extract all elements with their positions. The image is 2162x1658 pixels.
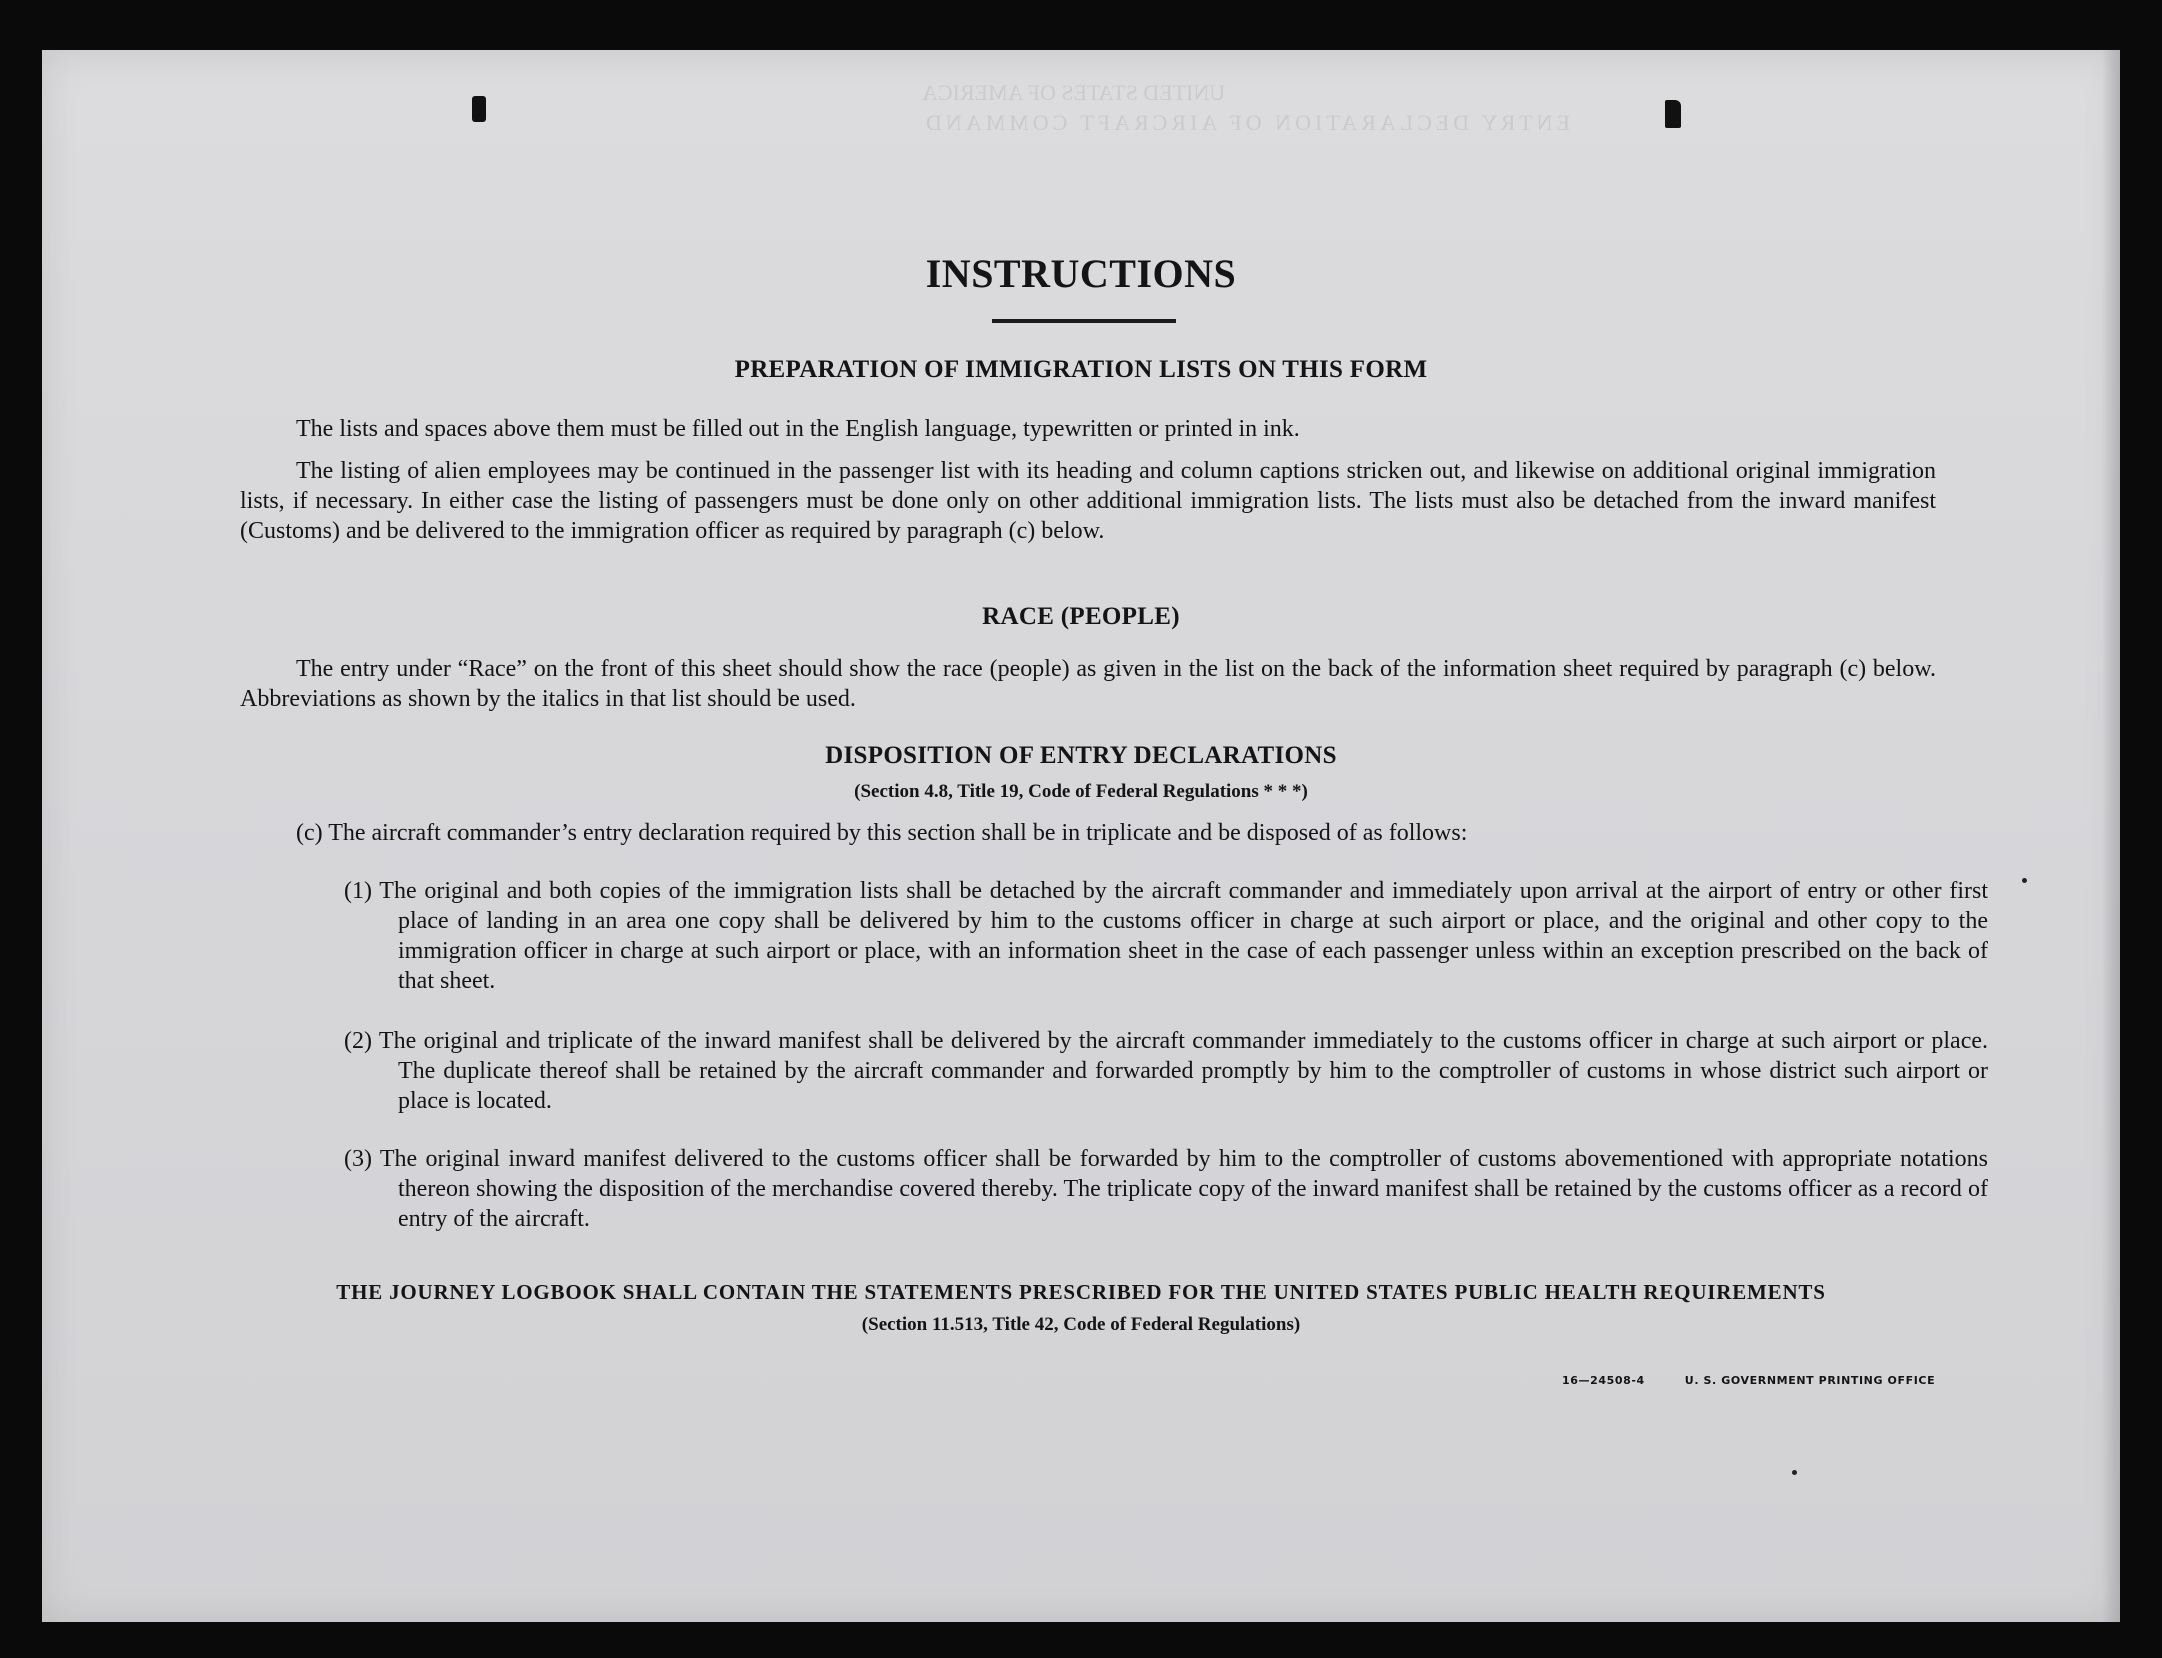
document-sheet: [42, 50, 2120, 1622]
ink-speck: [2022, 878, 2027, 883]
section-heading-disposition: DISPOSITION OF ENTRY DECLARATIONS: [825, 742, 1337, 769]
footer-citation: (Section 11.513, Title 42, Code of Federal Regulations): [861, 1314, 1301, 1335]
form-number: 16—24508-4: [1562, 1374, 1645, 1387]
title-underline: [992, 319, 1176, 323]
footer-statement: THE JOURNEY LOGBOOK SHALL CONTAIN THE STATEMENTS PRESCRIBED FOR THE UNITED STATES PUBLIC HEALTH REQUIREMENTS: [336, 1280, 1826, 1304]
printer-name: U. S. GOVERNMENT PRINTING OFFICE: [1684, 1374, 1936, 1387]
bleed-through-text: UNITED STATES OF AMERICA: [922, 80, 1226, 105]
punch-hole-mark-right: [1665, 100, 1681, 128]
section-heading-race: RACE (PEOPLE): [982, 603, 1180, 630]
paragraph-preparation-2: The listing of alien employees may be continued in the passenger list with its heading and column captions stricken out, and likewise on additional original immigration lists, if necessary. In either case the listing of passengers must be done only on other additional immigration lists. The lists must also be detached from the inward manifest (Customs) and be delivered to the immigration officer as required by paragraph (c) below.: [240, 458, 1936, 544]
disposition-item-1: (1) The original and both copies of the immigration lists shall be detached by the aircraft commander and immediately upon arrival at the airport of entry or other first place of landing in an area one copy shall be delivered by him to the customs officer in charge at such airport or place, and the original and other copy to the immigration officer in charge at such airport or place, with an information sheet in the case of each passenger unless within an exception prescribed on the back of that sheet.: [344, 878, 1988, 994]
disposition-citation: (Section 4.8, Title 19, Code of Federal Regulations * * *): [854, 781, 1308, 802]
printer-imprint: [1562, 1374, 1975, 1387]
disposition-item-3: (3) The original inward manifest delivered to the customs officer shall be forwarded by him to the comptroller of customs abovementioned with appropriate notations thereon showing the disposition of the merchandise covered thereby. The triplicate copy of the inward manifest shall be retained by the customs officer as a record of entry of the aircraft.: [344, 1146, 1988, 1232]
ink-speck: [1792, 1470, 1797, 1475]
section-heading-preparation: PREPARATION OF IMMIGRATION LISTS ON THIS FORM: [734, 356, 1428, 383]
paragraph-disposition-intro: (c) The aircraft commander’s entry declaration required by this section shall be in triplicate and be disposed of as follows:: [296, 820, 1468, 846]
paragraph-preparation-1: The lists and spaces above them must be filled out in the English language, typewritten or printed in ink.: [296, 416, 1300, 442]
page-title: INSTRUCTIONS: [925, 251, 1237, 296]
punch-hole-mark-left: [472, 96, 486, 122]
disposition-item-2: (2) The original and triplicate of the inward manifest shall be delivered by the aircraft commander immediately to the customs officer in charge at such airport or place. The duplicate thereof shall be retained by the aircraft commander and forwarded promptly by him to the comptroller of customs in whose district such airport or place is located.: [344, 1028, 1988, 1114]
paragraph-race: The entry under “Race” on the front of this sheet should show the race (people) as given in the list on the back of the information sheet required by paragraph (c) below. Abbreviations as shown by the italics in that list should be used.: [240, 656, 1936, 712]
bleed-through-text: ENTRY DECLARATION OF AIRCRAFT COMMAND: [922, 110, 1570, 135]
